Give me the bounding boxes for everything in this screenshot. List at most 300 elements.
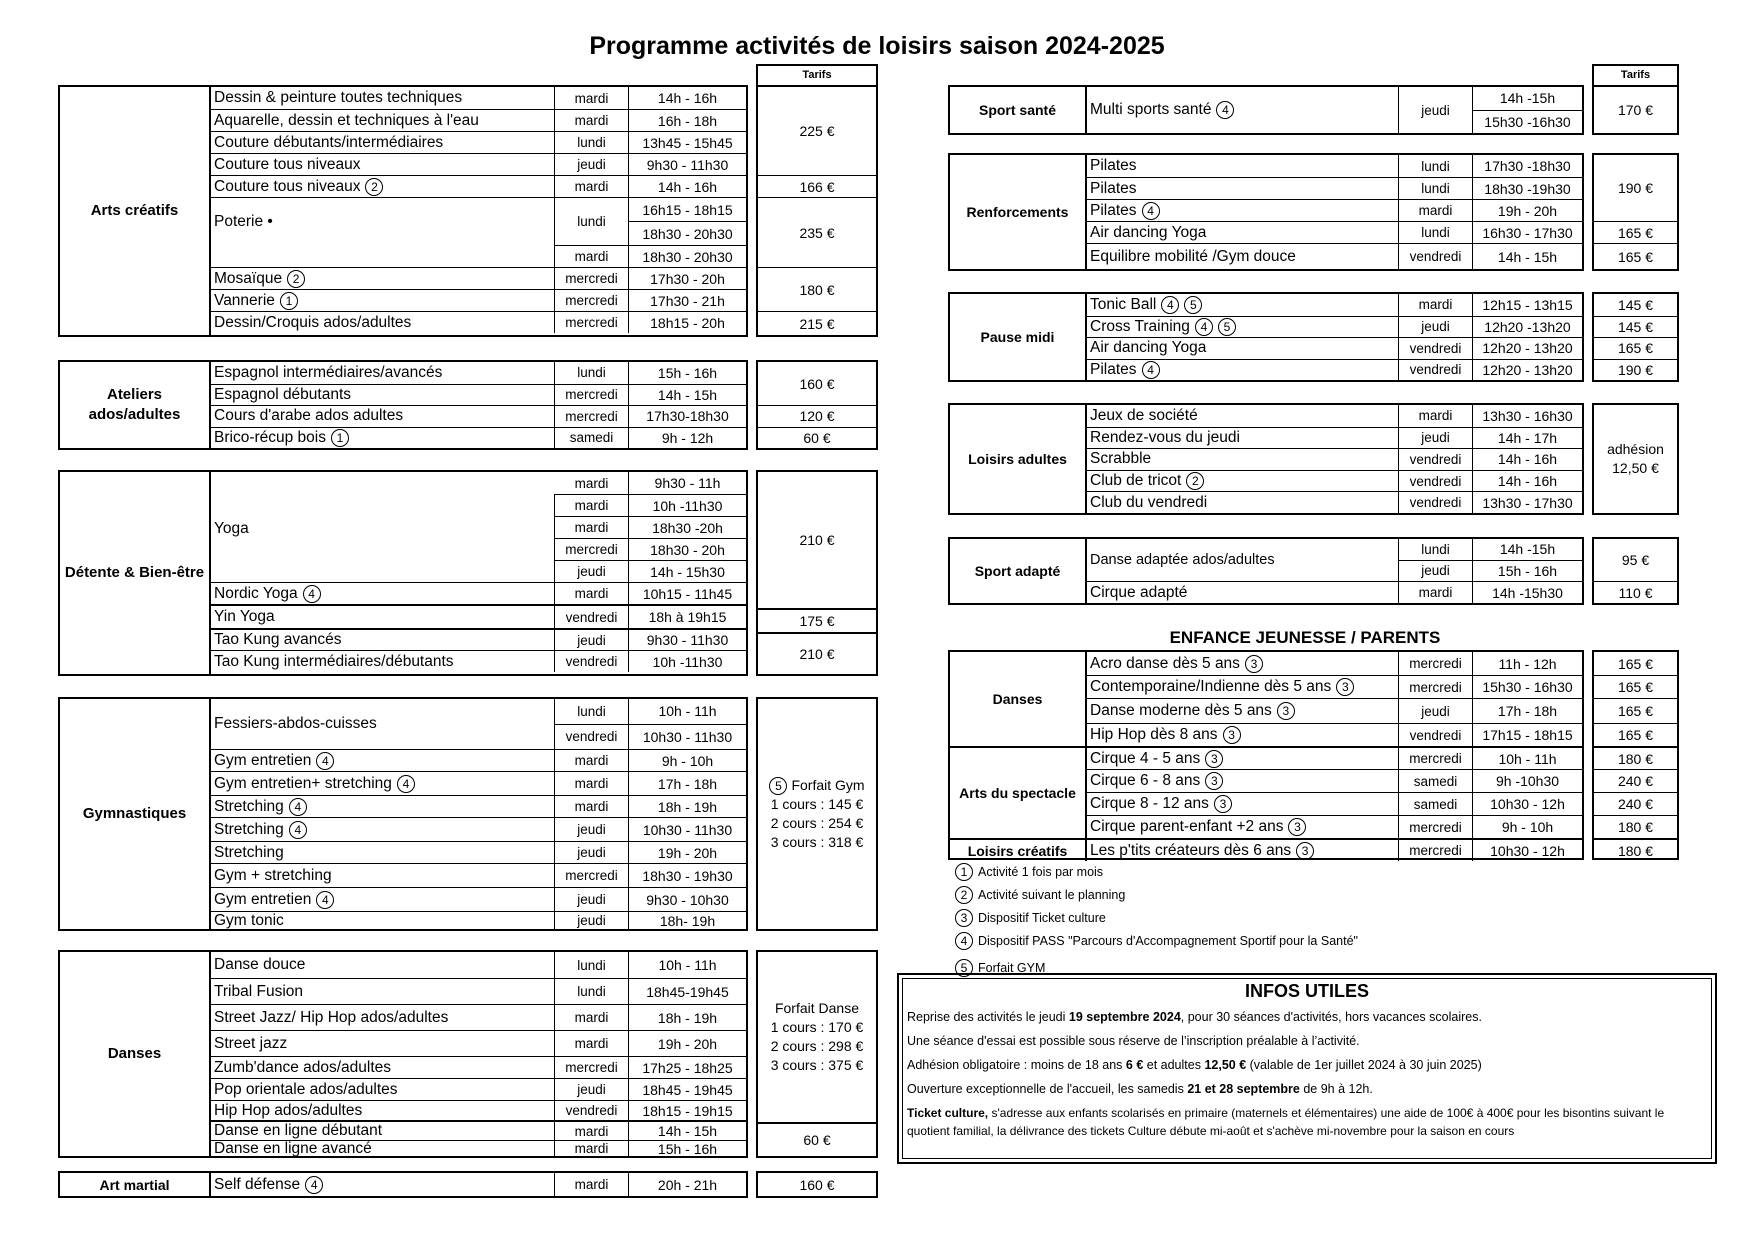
activity-label: Danse moderne dès 5 ans: [1090, 702, 1272, 719]
table-row: [211, 817, 746, 841]
activity-name: [1087, 539, 1399, 581]
price-cell: 190 €: [1617, 180, 1654, 196]
time-cell: [629, 699, 746, 749]
day-cell: lundi: [1399, 222, 1473, 243]
table-row: [211, 494, 746, 516]
table-row: [1087, 652, 1582, 675]
price-cell: 160 €: [799, 375, 835, 392]
day-cell: lundi: [555, 362, 629, 384]
table-row: [1087, 155, 1582, 177]
activity-label: Cirque 6 - 8 ans: [1090, 772, 1201, 789]
activity-label: Danse en ligne débutant: [214, 1122, 383, 1139]
activity-label: Brico-récup bois: [214, 428, 326, 446]
price-cell: 160 €: [799, 1176, 835, 1193]
sport-sante-price-box: [1592, 85, 1679, 135]
circled-number-icon: 4: [289, 821, 307, 839]
time-cell: [629, 198, 746, 245]
day-cell: vendredi: [1399, 360, 1473, 381]
activity-label: Stretching: [214, 820, 284, 838]
infos-line: Ouverture exceptionnelle de l'accueil, les samedis 21 et 28 septembre de 9h à 12h.: [907, 1082, 1373, 1096]
renfo-price-box: [1592, 153, 1679, 271]
circled-number-icon: 4: [1142, 361, 1160, 379]
day-cell: mardi: [1399, 294, 1473, 316]
day-cell: jeudi: [555, 888, 629, 911]
arts-table: [58, 85, 748, 337]
activity-label: Yoga: [214, 520, 249, 537]
day-cell: mardi: [555, 494, 629, 516]
price-cell: [1594, 405, 1677, 513]
price-cell: 120 €: [758, 405, 876, 427]
price-cell: 95 €: [1621, 552, 1650, 568]
day-cell: mardi: [1399, 405, 1473, 427]
day-cell: vendredi: [1399, 244, 1473, 269]
loisirs-category: Loisirs adultes: [950, 405, 1087, 513]
time-cell: 9h30 - 11h: [654, 475, 721, 491]
table-row: [211, 887, 746, 911]
circled-number-icon: 3: [1277, 702, 1295, 720]
day-cell: mardi: [555, 245, 629, 267]
circled-number-icon: 2: [955, 886, 973, 904]
table-row: [211, 582, 746, 604]
time-cell: 15h - 16h: [657, 1141, 718, 1156]
activity-label: Aquarelle, dessin et techniques à l'eau: [214, 111, 479, 129]
activity-name: [211, 651, 555, 672]
activity-label: Pilates: [1090, 179, 1137, 197]
price-cell: 240 €: [1594, 792, 1677, 815]
gym-table: [58, 697, 748, 931]
time-cell: 10h30 - 11h30: [642, 728, 733, 745]
time-cell: 17h30 -18h30: [1484, 158, 1571, 174]
table-row: [211, 952, 746, 978]
footnote: [955, 906, 1358, 929]
price-cell: 165 €: [1594, 723, 1677, 746]
time-cell: 14h -15h: [1473, 87, 1582, 111]
activity-label: Pilates: [1090, 157, 1137, 174]
time-cell: 17h30 - 20h: [650, 270, 725, 287]
day-cell: jeudi: [1399, 317, 1473, 338]
circled-number-icon: 5: [1218, 318, 1236, 336]
activity-label: Zumb'dance ados/adultes: [214, 1058, 392, 1076]
forfait-gym-title: [769, 776, 864, 795]
renfo-table: [948, 153, 1584, 271]
time-cell: 11h - 12h: [1498, 655, 1557, 672]
day-cell: vendredi: [565, 729, 618, 745]
day-cell: vendredi: [1399, 724, 1473, 746]
time-cell: 18h30 - 20h30: [629, 245, 746, 267]
day-cell: lundi: [555, 198, 629, 245]
circled-number-icon: 3: [1214, 795, 1232, 813]
pause-category: Pause midi: [950, 294, 1087, 380]
circled-number-icon: 4: [303, 585, 321, 603]
circled-number-icon: 4: [397, 775, 415, 793]
infos-box: [897, 973, 1717, 1164]
day-cell: vendredi: [555, 606, 629, 628]
circled-number-icon: 3: [1296, 842, 1314, 860]
activity-name: [211, 110, 555, 131]
circled-number-icon: 2: [287, 270, 305, 288]
table-row: [1087, 87, 1582, 133]
circled-number-icon: 3: [1336, 678, 1354, 696]
time-cell: 18h à 19h15: [648, 609, 727, 625]
activity-label: Espagnol intermédiaires/avancés: [214, 363, 443, 381]
forfait-danse-line: 1 cours : 170 €: [770, 1019, 864, 1035]
table-row: [211, 628, 746, 650]
activity-name: [211, 1101, 555, 1120]
time-cell: 19h - 20h: [657, 1035, 718, 1052]
enfance-category: Loisirs créatifs: [950, 838, 1087, 861]
loisirs-price-box: [1592, 403, 1679, 515]
activity-name: [1087, 471, 1399, 492]
day-cell: jeudi: [555, 1079, 629, 1100]
activity-label: Cours d'arabe ados adultes: [214, 407, 404, 425]
day-cell: jeudi: [555, 560, 629, 582]
table-row: [211, 245, 746, 267]
activity-label: Stretching: [214, 843, 284, 861]
activity-name: [211, 1005, 555, 1030]
table-row: [1087, 581, 1582, 603]
time-cell: 17h - 18h: [657, 775, 718, 792]
activity-label: Pop orientale ados/adultes: [214, 1080, 398, 1098]
forfait-gym-line: 2 cours : 254 €: [770, 815, 864, 832]
day-cell: lundi: [1399, 155, 1473, 177]
activity-name: [211, 606, 555, 628]
day-cell: mercredi: [555, 290, 629, 311]
infos-line: Adhésion obligatoire : moins de 18 ans 6 € et adultes 12,50 € (valable de 1er juillet 2024 à 30 juin 2025): [907, 1058, 1482, 1072]
activity-label: Rendez-vous du jeudi: [1090, 428, 1240, 446]
price-cell: 210 €: [758, 632, 876, 674]
martial-table: [58, 1171, 748, 1198]
activity-label: Pilates: [1090, 201, 1137, 219]
footnote-text: Forfait GYM: [978, 960, 1046, 975]
day-cell: mercredi: [555, 385, 629, 406]
activity-name: [211, 538, 555, 560]
ateliers-table: [58, 360, 748, 450]
circled-number-icon: 4: [955, 932, 973, 950]
table-row: [1087, 769, 1582, 792]
time-cell: 12h15 - 13h15: [1482, 296, 1573, 313]
tarifs-header: Tarifs: [1592, 64, 1679, 85]
enfance-table: [948, 650, 1584, 860]
time-cell: 16h15 - 18h15: [629, 198, 746, 222]
table-row: [1087, 427, 1582, 449]
table-row: [211, 267, 746, 289]
time-cell: 18h30 -20h: [629, 516, 746, 538]
table-row: [1087, 359, 1582, 381]
activity-name: [211, 385, 555, 406]
price-cell: 165 €: [1594, 698, 1677, 723]
adapte-category: Sport adapté: [950, 539, 1087, 603]
time-cell: 18h15 - 19h15: [642, 1102, 733, 1119]
time-cell: 10h - 11h: [1498, 750, 1557, 767]
day-cell: mardi: [555, 772, 629, 795]
table-row: [211, 1100, 746, 1120]
table-row: [211, 604, 746, 628]
activity-label: Contemporaine/Indienne dès 5 ans: [1090, 678, 1332, 695]
price-cell: 175 €: [758, 608, 876, 632]
table-row: [1087, 199, 1582, 221]
table-row: [211, 362, 746, 384]
activity-name: [211, 912, 555, 929]
time-cell: 18h- 19h: [659, 912, 716, 929]
activity-label: Air dancing Yoga: [1090, 339, 1207, 357]
time-cell: 13h45 - 15h45: [642, 134, 733, 151]
activity-name: [211, 952, 555, 978]
footnote-text: Dispositif PASS "Parcours d'Accompagnement Sportif pour la Santé": [978, 933, 1358, 948]
table-row: [211, 405, 746, 427]
activity-label: Cirque 4 - 5 ans: [1090, 749, 1201, 767]
table-row: [1087, 838, 1582, 861]
tarifs-header: Tarifs: [756, 64, 878, 85]
activity-label: Club du vendredi: [1090, 493, 1208, 511]
activity-label: Cirque 8 - 12 ans: [1090, 795, 1209, 812]
circled-number-icon: 2: [1186, 472, 1204, 490]
day-cell: lundi: [555, 979, 629, 1004]
activity-name: [211, 1057, 555, 1078]
table-row: [211, 1120, 746, 1140]
day-cell: jeudi: [555, 630, 629, 650]
loisirs-table: [948, 403, 1584, 515]
price-cell: [758, 699, 876, 929]
activity-label: Espagnol débutants: [214, 385, 352, 403]
activity-name: [1087, 793, 1399, 815]
day-cell: jeudi: [1399, 428, 1473, 449]
table-row: [1087, 448, 1582, 470]
activity-label: Gym entretien: [214, 890, 312, 908]
circled-number-icon: 4: [316, 891, 334, 909]
day-cell: mardi: [555, 1173, 629, 1196]
table-row: [211, 1173, 746, 1196]
table-row: [211, 841, 746, 863]
circled-number-icon: 4: [316, 752, 334, 770]
time-cell: 17h30 - 21h: [650, 292, 725, 309]
time-cell: 10h - 11h: [658, 957, 717, 973]
time-cell: 10h30 - 12h: [1490, 842, 1565, 859]
table-row: [211, 197, 746, 245]
circled-number-icon: 5: [1184, 296, 1202, 314]
day-cell: jeudi: [1421, 563, 1450, 579]
activity-label: Street jazz: [214, 1034, 288, 1052]
price-cell: 165 €: [1594, 243, 1677, 269]
table-row: [211, 911, 746, 929]
circled-number-icon: 1: [955, 863, 973, 881]
time-cell: 9h - 10h: [661, 752, 714, 769]
danses-price-box: [756, 950, 878, 1158]
infos-title: INFOS UTILES: [1244, 981, 1369, 1001]
day-cell: [1399, 539, 1473, 581]
activity-name: [1087, 840, 1399, 861]
table-row: [211, 1004, 746, 1030]
time-cell: 17h15 - 18h15: [1482, 727, 1573, 743]
time-cell: [1473, 539, 1582, 581]
table-row: [1087, 815, 1582, 838]
martial-category: Art martial: [60, 1173, 211, 1196]
price-cell: 215 €: [758, 311, 876, 335]
time-cell: 9h30 - 11h30: [646, 156, 729, 173]
time-cell: 18h30 -19h30: [1484, 180, 1571, 197]
activity-name: [1087, 770, 1399, 792]
activity-name: [1087, 317, 1399, 338]
ateliers-price-box: [756, 360, 878, 450]
activity-label: Equilibre mobilité /Gym douce: [1090, 247, 1296, 265]
activity-label: Multi sports santé: [1090, 101, 1212, 118]
pause-table: [948, 292, 1584, 382]
day-cell: mercredi: [1399, 652, 1473, 675]
day-cell: jeudi: [555, 912, 629, 929]
adhesion-price: 12,50 €: [1612, 460, 1659, 476]
activity-label: Poterie •: [214, 212, 273, 230]
activity-label: Tao Kung avancés: [214, 631, 342, 648]
forfait-gym-line: 3 cours : 318 €: [770, 834, 864, 851]
table-row: [1087, 337, 1582, 359]
price-cell: 180 €: [1594, 746, 1677, 769]
page-title: Programme activités de loisirs saison 2024-2025: [589, 32, 1165, 60]
activity-name: [211, 1079, 555, 1100]
circled-number-icon: 4: [1216, 101, 1234, 119]
activity-name: [211, 494, 555, 516]
footnote: [955, 929, 1358, 952]
day-cell: mardi: [555, 796, 629, 817]
activity-label: Cirque parent-enfant +2 ans: [1090, 818, 1284, 835]
activity-name: [211, 245, 555, 267]
time-cell: 17h30-18h30: [646, 408, 729, 425]
activity-name: [211, 630, 555, 650]
day-cell: mercredi: [1399, 748, 1473, 769]
day-cell: jeudi: [1399, 87, 1473, 133]
table-row: [211, 863, 746, 887]
activity-label: Tao Kung intermédiaires/débutants: [214, 652, 454, 670]
activity-label: Couture tous niveaux: [214, 177, 361, 195]
activity-label: Street Jazz/ Hip Hop ados/adultes: [214, 1008, 449, 1026]
time-cell: 14h - 16h: [1497, 451, 1558, 468]
enfance-category: Danses: [950, 652, 1087, 746]
time-cell: 14h - 16h: [657, 90, 718, 106]
activity-label: Stretching: [214, 797, 284, 815]
activity-name: [1087, 244, 1399, 269]
activity-label: Hip Hop dès 8 ans: [1090, 726, 1218, 743]
activity-label: Mosaïque: [214, 269, 283, 287]
activity-label: Tonic Ball: [1090, 295, 1157, 313]
table-row: [1087, 723, 1582, 746]
day-cell: mardi: [555, 176, 629, 197]
danses-category: Danses: [60, 952, 211, 1156]
table-row: [211, 1078, 746, 1100]
table-row: [211, 1030, 746, 1056]
time-cell: 10h30 - 12h: [1490, 796, 1565, 812]
forfait-gym-label: Forfait Gym: [791, 776, 865, 793]
day-cell: mercredi: [1399, 676, 1473, 698]
table-row: [1087, 294, 1582, 316]
price-cell: 180 €: [1594, 838, 1677, 861]
day-cell: jeudi: [555, 154, 629, 175]
price-cell: 165 €: [1594, 675, 1677, 698]
time-cell: 9h30 - 11h30: [646, 632, 729, 648]
circled-number-icon: 3: [1205, 772, 1223, 790]
time-cell: 14h -15h: [1473, 539, 1582, 561]
gym-category: Gymnastiques: [60, 699, 211, 929]
circled-number-icon: 1: [280, 292, 298, 310]
activity-name: [211, 176, 555, 197]
activity-name: [211, 1173, 555, 1196]
activity-name: [1087, 87, 1399, 133]
day-cell: vendredi: [1399, 492, 1473, 513]
table-row: [211, 131, 746, 153]
time-cell: 18h - 19h: [657, 1009, 718, 1026]
activity-label: Les p'tits créateurs dès 6 ans: [1090, 841, 1292, 859]
activity-name: [211, 1141, 555, 1156]
day-cell: mardi: [555, 1031, 629, 1056]
time-cell: 13h30 - 16h30: [1482, 407, 1573, 424]
infos-line: Une séance d'essai est possible sous réserve de l’inscription préalable à l’activité.: [907, 1034, 1360, 1048]
day-cell: mardi: [555, 516, 629, 538]
activity-name: [1087, 699, 1399, 723]
activity-label: Hip Hop ados/adultes: [214, 1101, 363, 1119]
activity-name: [1087, 724, 1399, 746]
table-row: [211, 749, 746, 771]
activity-name: [211, 428, 555, 449]
price-cell: 60 €: [758, 1122, 876, 1156]
day-cell: mercredi: [555, 312, 629, 333]
table-row: [1087, 316, 1582, 338]
activity-label: Dessin/Croquis ados/adultes: [214, 313, 412, 331]
day-cell: [555, 699, 629, 749]
activity-name: [211, 132, 555, 153]
table-row: [211, 771, 746, 795]
detente-category: Détente & Bien-être: [60, 472, 211, 674]
footnote: [955, 883, 1358, 906]
footnote-text: Dispositif Ticket culture: [978, 910, 1106, 925]
price-cell: 110 €: [1594, 581, 1677, 603]
table-row: [211, 427, 746, 449]
circled-number-icon: 4: [1161, 296, 1179, 314]
circled-number-icon: 4: [289, 798, 307, 816]
enfance-title: ENFANCE JEUNESSE / PARENTS: [1169, 628, 1441, 647]
day-cell: samedi: [555, 428, 629, 449]
activity-name: [211, 888, 555, 911]
forfait-gym-line: 1 cours : 145 €: [770, 796, 864, 813]
activity-name: [211, 1031, 555, 1056]
table-row: [211, 153, 746, 175]
day-cell: mardi: [1399, 200, 1473, 221]
time-cell: 9h30 - 10h30: [646, 891, 729, 908]
activity-label: Gym entretien: [214, 751, 312, 769]
time-cell: 15h - 16h: [657, 364, 718, 381]
day-cell: mardi: [555, 87, 629, 109]
activity-name: [1087, 816, 1399, 838]
gym-price-box: [756, 697, 878, 931]
ateliers-category: Ateliers ados/adultes: [60, 362, 211, 448]
time-cell: 14h - 16h: [657, 178, 718, 195]
activity-name: [211, 516, 555, 538]
price-cell: 210 €: [799, 532, 835, 548]
adapte-price-box: [1592, 537, 1679, 605]
footnote-text: Activité 1 fois par mois: [978, 864, 1104, 879]
forfait-danse-line: Forfait Danse: [774, 1000, 860, 1016]
activity-label: Fessiers-abdos-cuisses: [214, 715, 377, 732]
time-cell: 9h -10h30: [1495, 773, 1560, 789]
circled-number-icon: 5: [955, 959, 973, 977]
time-cell: 12h20 - 13h20: [1482, 361, 1573, 378]
sport-sante-category: Sport santé: [950, 87, 1087, 133]
activity-name: [1087, 294, 1399, 316]
table-row: [211, 1056, 746, 1078]
activity-label: Yin Yoga: [214, 608, 275, 625]
circled-number-icon: 3: [955, 909, 973, 927]
time-cell: 19h - 20h: [1497, 202, 1558, 219]
price-cell: 145 €: [1594, 316, 1677, 338]
time-cell: 18h30 - 19h30: [642, 867, 733, 884]
activity-name: [1087, 222, 1399, 243]
activity-name: [211, 796, 555, 817]
